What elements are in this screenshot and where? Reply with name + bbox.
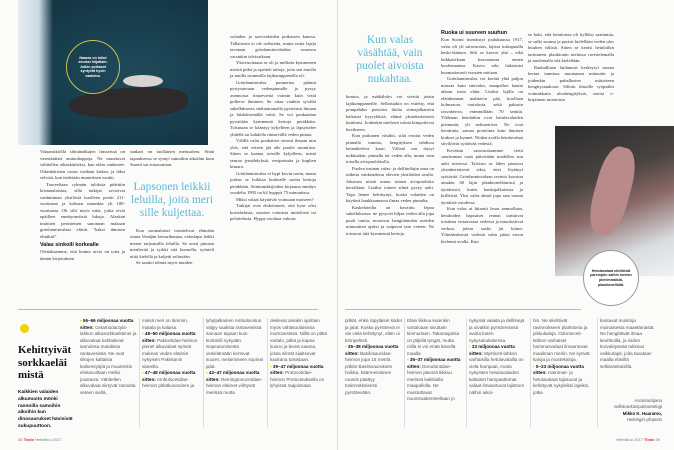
article-column-4 [346, 32, 434, 237]
paragraph: Keväisin satavuotiaamme vietti suurimman osan päivistään madellen suu auki meressä. Talvisin se lähes paastosi yksinkertaisesti siksi, ettei löytänyt syötävää. Grönlanninvalaan ravinto koostuu ainakin 60 lajin planktoneläimistä ja äyriäisistä, kuten hankajalkaisista ja krilleistä. Yksi valas ahmii jopa sata tonnia äyriäisiä vuodessa. [441, 147, 523, 205]
timeline-column [270, 318, 327, 390]
timeline-text: Ambulocetidae-heimon pitkäkuonoinen ja [142, 376, 195, 388]
column-separator [267, 318, 268, 428]
paragraph: Kun valas ui hitaasti leuat ammollaan, hetuloiden hapsuiset reunat tarttuivat toisiinsa virtaavassa vedessä ja muodostivat verkon, johon saalis jäi kiinni. Ylimääräisestä vedestä valas pääsi eroon kielensä avulla. Kun [441, 206, 523, 244]
timeline-entry [142, 370, 199, 390]
expert-role: Asiantuntijana selkärankaispaleontologi [613, 398, 662, 410]
paragraph: Rauhallinen laidunnus keskeytyi monta kertaa tunnissa muutaman minuutin ja joidenkin puhallusten mittaiseen hengitystaukoon. Silloin ilmoille ryöpsähti voimakkaita uloshengityksiä, useita v-kirjaimen muotoisia [528, 64, 614, 102]
bullet-icon: ▪ [80, 318, 83, 323]
page-number: 39 [655, 437, 660, 442]
timeline-period: 5–23 miljoonaa vuotta sitten: [533, 363, 584, 375]
timeline-text: lyhytjalkainen Ambulocetus väijyy saalista rantavesissä samaan tapaan kuin krokotiili nykyään. Sopeutumisesta vesielämään kertovat suuret, meloimiseen sopivat jalat. [206, 318, 263, 369]
timeline-period: 42–47 miljoonaa vuotta sitten: [206, 370, 260, 382]
timeline-lead: Kaikkien valaiden alkumuoto mönki rannoilla samoihin aikoihin kun dinosaurukset hävisivät sukupuuttoon. [18, 390, 73, 429]
paragraph: sankari on tuollainen metusalem. Siinä tapauksessa se syntyi samoihin aikoihin kuin Suomi sai autonomian. [130, 149, 214, 167]
timeline-entry [469, 318, 526, 344]
column-separator [466, 318, 467, 428]
divider-right [345, 309, 581, 310]
column-separator [404, 318, 405, 428]
timeline-text: Dorudontidae-heimon jäseniä liikkuu merissä kaikkialla maapallolla. Ne muistuttavat nuumiraakenteeltaan jo [407, 363, 455, 401]
timeline-text: missä meri on lämmin, matala ja kalaisa. [142, 318, 188, 330]
article-column-3 [230, 34, 316, 223]
footer-right [616, 437, 660, 442]
whale-mouth [584, 143, 641, 239]
subheading: Valas sinkoili korkealle [40, 242, 99, 248]
timeline-column [600, 318, 657, 370]
timeline-period: 35–37 miljoonaa vuotta sitten: [407, 357, 461, 369]
timeline-text: nykyisiä valaita ja delfiinejä ja uivatkin pyrstöevänsä avulla kuten nykysukulaisensa. [469, 318, 525, 343]
timeline-entry [469, 344, 526, 396]
timeline-column [469, 318, 526, 396]
column-separator [530, 318, 531, 428]
bullet-icon: ▪ [345, 344, 348, 349]
paragraph: Kun poikanen väsähti, siitä erottui veden pinnalla tumma, hengityksen tahdissa keinahteleva kaari. Välistä sen täytyi nukkuakin, pinnalla tai veden alla, mutta vain toisella aivopuoliskolla. [346, 133, 434, 164]
timeline-period: 33 miljoonaa vuotta sitten: [469, 344, 515, 356]
paragraph: Valaansikiöllä silmänalkujen linsseissä on vasenkätisiä aminohappoja. Ne muuttuvat vähitellen oikeakätisiksi, kun eläin vanhenee. Oikeakätisten osuus voidaan laskea, ja iäksi selviää, kun tiedetään muutoksen vauhti. [40, 149, 125, 180]
timeline-entry [80, 318, 137, 396]
paragraph: Kaskeloteilla on havaittu lepoa sukelluksissa: ne pysyvät hiljaa veden alla jopa puoli tuntia, nousevat hengittämään useiden minuuttien ajaksi ja vaipuvat taas veteen. Ne toistavat tätä kymmeniä kertoja. [346, 204, 434, 236]
timeline-entry [600, 318, 657, 370]
timeline-entry [407, 357, 464, 403]
timeline-entry [345, 344, 402, 396]
brand-logo: Tiede [23, 437, 34, 442]
expert-org: Helsingin yliopisto [626, 416, 662, 422]
paragraph: Miksi valaat käyttävät voimiaan moiseen? [236, 196, 314, 202]
timeline-text: oleilevat ainakin ajoittain myös vähäsuolaisissa murtovesissä. Niillä on pitkä vartalo, pitkä ja kapea kuono ja leveä naama, jossa silmät sijaitsevat kaukana toisistaan. [270, 318, 327, 362]
bullet-icon: ▪ [142, 370, 145, 375]
timeline-column [80, 318, 137, 396]
timeline-period: 47–48 miljoonaa vuotta sitten: [142, 370, 196, 382]
timeline-entry [270, 364, 327, 390]
footer-left [18, 437, 62, 442]
yellow-dot-marker [20, 324, 29, 333]
timeline-text: hin. Ne siivilöivät ravinnokseen planktonia ja pikkukaloja. Odontoceti-lahkon varhaiset hammasvalaat ilmaantuvat maailman meriin. Ne syövät kaloja ja mustekaloja. [533, 318, 590, 362]
bullet-icon: ▪ [407, 357, 410, 362]
paragraph: Välillä valas ponkaisee vinosti ilmaan niin ylös, että veteen jää alle puolet ruumiista. Sitten se kaatuu toiselle kyljelleen, mistä seuraa jymähdyksiä, vesipatsaita ja kuplien kimara. [230, 138, 316, 169]
timeline-text: Remingtonocetidae-heimon eläimet viihtyvät merissä mutta [206, 376, 263, 395]
bullet-icon: ▪ [206, 370, 209, 375]
paragraph: Tuoreeltaan ryhmän tuloksia pidettiin kiistanalaisina, sillä tutkijat arvioivat vanhimman yksilöstä kuolleen peräti 211-vuotiaana ja kolmen muunkin yli 100-vuotiaana. Oli silti myös niitä, jotka eivät epäilleet ennätysmäisiä lukuja. Alaskan inuittien perinteisen sanonnan mukaan grönlanninvalaat elävät "kaksi ihmisen elinikää". [40, 181, 125, 239]
paragraph: kuntoa, ja mätkähdys voi viestiä jotain lajikumppaneille. Sellaistakin on esitetty, että pompahdus poistaisi iholta siimajalkaisten kaltaisia hyyryläisiä, elämä yksinkertaisesti kutittaisi. Joidenkin mielestä valaat kimpoilevat huvikseen. [346, 94, 434, 132]
timeline-period: 35–38 miljoonaa vuotta sitten: [345, 344, 399, 356]
column-separator [139, 318, 140, 428]
timeline-period: 48–50 miljoonaa vuotta sitten: [142, 331, 196, 343]
photo-caption-baleen: Hetulavalaat siivilöivät parempiin saihin merten pienimmäisiä, planktoneliöitä. [583, 250, 639, 306]
paragraph: se koki, että hetuloissa oli kylliksi saattamia, se sulki suunsa ja puristi kielellään veden ulos huulten välistä. Sitten se keräsi hetuloihin tarttuneen planktonin nielussa ravistelemalla ja nuolemalla sitä kielellään. [528, 32, 614, 63]
timeline-text: pitkät, ehkä räpyläiset kädet ja jalat. Koska pyrstöevä ei ole vielä kehittynyt, eläin ui kömpelösti. [345, 318, 402, 343]
pull-quote-right: Kun valas väsähtää, vain puolet aivoista nukahtaa. [356, 34, 424, 85]
sea-ice [18, 0, 53, 145]
timeline-title: Kehittyivät sorkkaeläimistä [18, 344, 72, 381]
timeline-period: 39–47 miljoonaa vuotta sitten: [270, 363, 324, 375]
issue-date: Helmikuu 2017 [35, 437, 62, 442]
timeline-column [142, 318, 199, 390]
brand-logo: Tiede [644, 437, 655, 442]
timeline-column [206, 318, 263, 396]
article-column-6 [528, 32, 614, 104]
article-column-5 [441, 30, 523, 245]
timeline-column [407, 318, 464, 403]
column-separator [597, 318, 598, 428]
timeline-column [533, 318, 590, 396]
paragraph: Grönlanninvalas voi kerätä yhtä paljon massaa kuin sinivalas, maapallon kautta aikain isoin eläin. Lisäksi lajilla on eläinkunnan mahtavin pää, koollaan kolmasosa vartalosta, sekä paksuin rasvakerros, enimmillään 70 senttiä. Yläleuan hetulatkin ovat hetulavalaiden pisimmät, yli nelimetriset. Ne ovat keratiinia, samaa proteiinia kuin ihmisen hiukset ja kynnet. Niiden avulla hetulavalaat siivilöivät syötävää vedestä. [441, 76, 523, 146]
timeline-text: Basilosauridae-heimon jopa 16 metriä pitkän Basilosauruksen hoikka, käärmemäinen ruumis päättyy todennäköisesti pyrstöevään. [345, 350, 393, 395]
article-column-2 [130, 149, 214, 267]
timeline-text: Hammas- ja hetulavalaat lajiutuvat ja kehittyvät nykyisiksi lajeiksi, jotka [533, 370, 590, 395]
subheading: Ruoka ui suureen suuhun [441, 30, 508, 36]
paragraph: Grönlanninvalas punnertaa päänsä pystysuoraan vedenpinnalle ja pysyy asennossa rintaevienä voimin kuin vettä polkeva ihminen. Se ottaa vauhtia syvältä sukelluksesta sinkauttamalla pyrstönsä ilmaan ja läiskäisemällä vettä. Se voi paukauttaa pyrstöään kymmeniä kertoja peräkkäin. Toisinaan se kääntyy kyljelleen ja läpsyttelee yhdellä tai kahdella rintaevällä veden pintaa. [230, 79, 316, 137]
timeline-entry [345, 318, 402, 344]
timeline-text: Eläin liikkuu kutenkin vartaloaan sivuttain kiemurtaen. Takaraajoista on jäljellä tyngät, mutta niillä ei voi enää kävellä maalla. [407, 318, 460, 356]
timeline-entry [533, 318, 590, 364]
paragraph: Kun suomalaiset totuttelivat elämään osana Venäjän keisarikuntaa, valaslapsi leikki meren tarjoamilla leluilla. Se nosti pintaan merilevää ja tyrkki sitä kuonolla, työnteli niitä kielellä ja kuljetti selässään. [130, 227, 214, 259]
whale-calf [123, 75, 163, 87]
paragraph: valaiden ja sarvivalaiden poikasten kanssa. Tällaisesta ei ole todisteita, mutta noita lajeja tavataan grönlanninvalaiden seurassa varsinkin talvisaikaan. [230, 34, 316, 59]
paragraph: Tutkijat ovat ehdottaneet, että kyse olisi kosiskelusta, urosten voimista mittelöstä tai pelottelusta. Hyppy osoittaa vahvaa [230, 203, 316, 221]
bullet-icon: ▪ [270, 363, 273, 369]
timeline-entry [533, 364, 590, 397]
paragraph: Grönlanninvalas ei hypi kovin usein, mutta joskus se loikkaa korkealle useita kertoja peräkkäin. Siiminmäkijöiden kirjaama ennätys vuodelta 1995 on 64 hyppyä 75 minuutissa. [230, 170, 316, 195]
page-number: 38 [18, 437, 23, 442]
bullet-icon: ▪ [469, 344, 472, 349]
timeline-period: 56–66 miljoonaa vuotta sitten: [80, 318, 134, 330]
timeline-text: kantavat muistoja muinaisesta maaelämästä. Ne hengittävät ilmaa keuhkoilla, ja niiden korvaktyävää tukkivat vaikkutapit, joita tavataan maalla elävillä selkärankaisilla. [600, 318, 655, 369]
paragraph: Puolen tusinan valas- ja delfiinilajin unta on tutkittu vankeudessa elävien yksilöiden avulla. Jokaisen niistä uinuu toinen aivopuolisko kerrallaan. Lisäksi toinen silmä pysyy auki. Tapa lienee kehittynyt, koska valaiden on käytävä haukkaamassa ilmaa veden pinnalta. [346, 165, 434, 203]
timeline-text: Pakicetidae-heimon pienet alkuvalaat syövät makean veden eläimiä nykyisen Pakistanin alueella. [142, 337, 198, 369]
column-separator [203, 318, 204, 428]
paragraph: Se saattoi telmiä myös muiden [136, 260, 193, 265]
timeline-text: Cetartiodactyla-lahkon alkusorkkaeläimet ja alkuvalaat kahlailevat samoissa matalissa rantavesissä. Ne ovat sikojen kaltaisia kaikensyöjiä ja muutenkin elintavoiltaan melko joustavia. Vähitellen alkuvalaat siirtyvät rannalta veteen siellä, [80, 324, 137, 395]
expert-credit [600, 398, 662, 423]
article-column-1 [40, 149, 125, 262]
paragraph: Kun Suomi itsenäistyi joulukuussa 1917, valas oli yli satavuotias, lajissa mittapuulla keski-ikäinen. Silti se kasvoi yhä – eikä laikkaisikaan kasvamasta ennen kuolemaansa. Kasvu toki hidastuisi huomattavasti vuosien mittaan. [441, 37, 523, 75]
issue-date: Helmikuu 2017 [616, 437, 643, 442]
timeline-entry [206, 370, 263, 396]
timeline-text: Mysticeti-lahkon varhaisilla hetulavalailla on vielä hampaat, mutta nykyisten hetulavalaiden kaltaiset hampaattomat valaat ilmaantuvat lajistoon näihin aikoi- [469, 350, 525, 395]
paragraph: Olettakaamme, että huima arvio on totta ja tämän kirjoituksen [40, 249, 125, 261]
timeline-entry [142, 318, 199, 331]
bowhead-whale-photo [18, 0, 208, 145]
expert-name: Mikko K. Haaramo, [622, 410, 662, 416]
timeline-entry [270, 318, 327, 364]
timeline-column [345, 318, 402, 396]
bullet-icon: ▪ [142, 331, 145, 336]
photo-caption-mother-calf: Naaras on tullut emoksi hiljattain. Jotkin poikaset syntyvät hyvin vaaleina. [66, 40, 120, 94]
timeline-entry [206, 318, 263, 370]
divider-left [18, 309, 318, 310]
paragraph: Yksivuotiaana se oli jo melkein kymmenen metriä pitkä ja opetteli taitoja, joita sen emolla ja muilla isommilla lajikumppaneilla oli. [230, 60, 316, 78]
pull-quote-left: Lapsonen leikkii leluilla, joita meri sille kuljettaa. [130, 180, 214, 219]
timeline-text: Protocetidae-heimon Protocetuksella on lyhyissä raajoissaan [270, 370, 325, 388]
timeline-entry [142, 331, 199, 370]
timeline-entry [407, 318, 464, 357]
bullet-icon: ▪ [533, 363, 536, 369]
